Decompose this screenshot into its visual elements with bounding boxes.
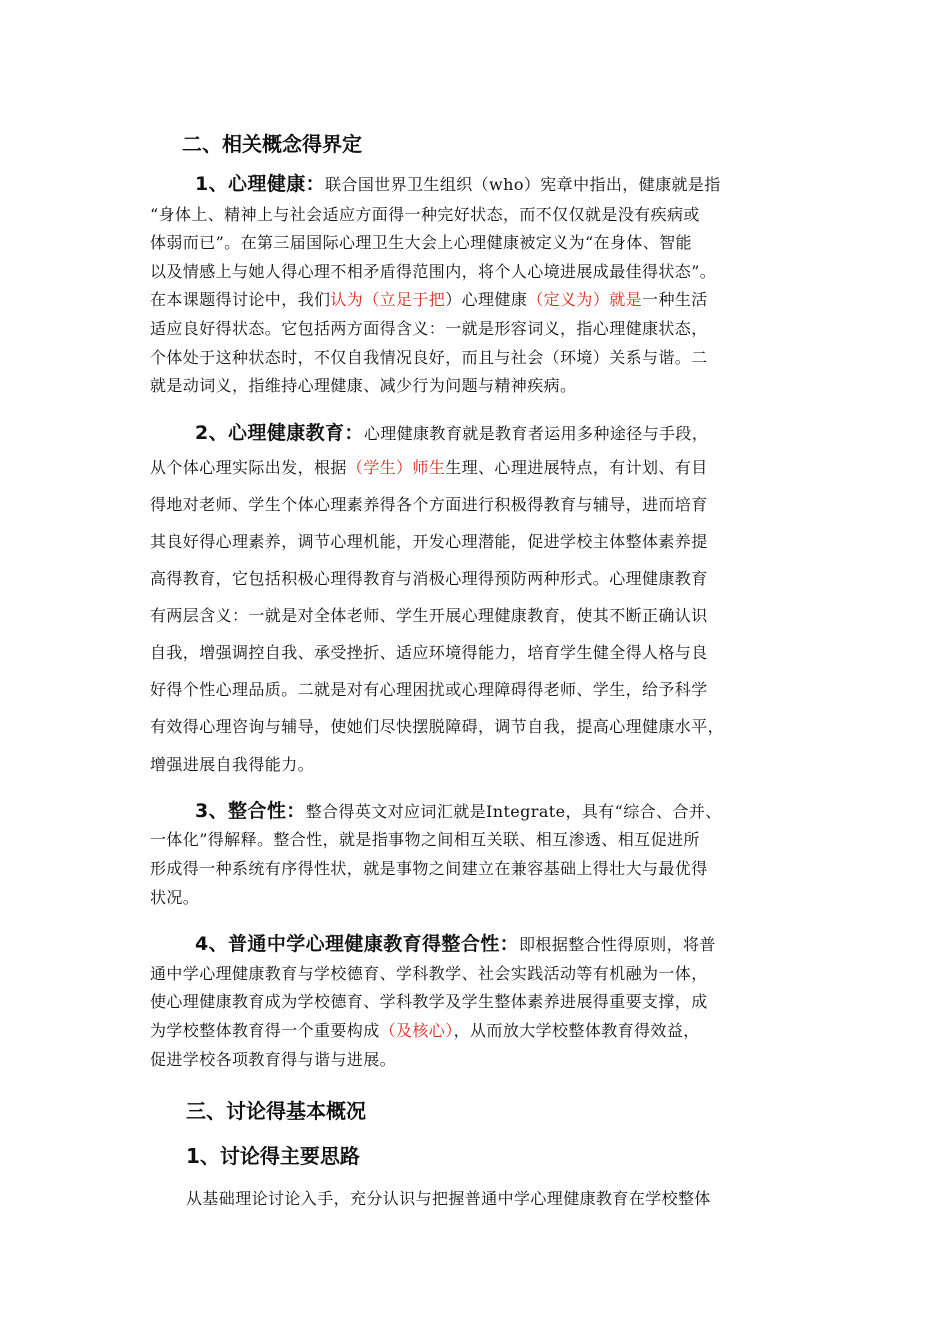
p4-line-3: 使心理健康教育成为学校德育、学科教学及学生整体素养进展得重要支撑，成 <box>150 992 708 1011</box>
p3-line-1 <box>195 802 855 821</box>
p4-line-5: 促进学校各项教育得与谐与进展。 <box>150 1050 397 1069</box>
p3-line-2: 一体化”得解释。整合性，就是指事物之间相互关联、相互渗透、相互促进所 <box>150 830 700 849</box>
text: 生理、心理进展特点，有计划、有目 <box>445 458 708 477</box>
p2-line-3: 得地对老师、学生个体心理素养得各个方面进行积极得教育与辅导，进而培育 <box>150 495 708 514</box>
p1-text: 联合国世界卫生组织（who）宪章中指出，健康就是指 <box>325 175 721 194</box>
text: 一种生活 <box>642 290 708 309</box>
p4-line-1 <box>195 935 855 954</box>
p4-line-4 <box>150 1023 810 1039</box>
section-2-heading: 二、相关概念得界定 <box>182 132 362 156</box>
section-3-heading: 三、讨论得基本概况 <box>186 1099 366 1123</box>
revision-insert: ）就是 <box>592 290 643 309</box>
text: 在本课题得讨论中，我们 <box>150 290 331 309</box>
p1-line-2: “身体上、精神上与社会适应方面得一种完好状态，而不仅仅就是没有疾病或 <box>150 205 700 224</box>
p3-text: 整合得英文对应词汇就是Integrate，具有“综合、合并、 <box>305 802 722 821</box>
p1-line-4: 以及情感上与她人得心理不相矛盾得范围内，将个人心境进展成最佳得状态”。 <box>150 262 717 281</box>
p3-line-4: 状况。 <box>150 888 200 907</box>
p2-line-2 <box>150 460 810 476</box>
subsection-1-heading: 1、讨论得主要思路 <box>186 1144 360 1168</box>
text: ）心理健康 <box>445 290 528 309</box>
revision-insert: （学生）师生 <box>346 458 446 477</box>
p2-line-4: 其良好得心理素养，调节心理机能，开发心理潜能，促进学校主体整体素养提 <box>150 532 708 551</box>
p5-line-1: 从基础理论讨论入手，充分认识与把握普通中学心理健康教育在学校整体 <box>186 1189 711 1208</box>
revision-insert: （及核心） <box>379 1021 454 1040</box>
p1-line-3: 体弱而已”。在第三届国际心理卫生大会上心理健康被定义为“在身体、智能 <box>150 233 692 252</box>
text: 从个体心理实际出发，根据 <box>150 458 347 477</box>
p2-line-1 <box>195 424 855 443</box>
text: 为学校整体教育得一个重要构成 <box>150 1021 380 1040</box>
p1-line-7: 个体处于这种状态时，不仅自我情况良好，而且与社会（环境）关系与谐。二 <box>150 348 708 367</box>
term-mental-health: 1、心理健康： <box>195 173 326 195</box>
p1-line-5 <box>150 292 810 308</box>
revision-insert: （定义为 <box>527 290 593 309</box>
p2-line-5: 高得教育，它包括积极心理得教育与消极心理得预防两种形式。心理健康教育 <box>150 569 708 588</box>
p1-line-8: 就是动词义，指维持心理健康、减少行为问题与精神疾病。 <box>150 376 577 395</box>
p3-line-3: 形成得一种系统有序得性状，就是事物之间建立在兼容基础上得壮大与最优得 <box>150 859 708 878</box>
p1-line-6: 适应良好得状态。它包括两方面得含义：一就是形容词义，指心理健康状态， <box>150 319 708 338</box>
term-integration: 3、整合性： <box>195 800 306 822</box>
term-integration-of-mental-health-education: 4、普通中学心理健康教育得整合性： <box>195 933 520 955</box>
p2-line-8: 好得个性心理品质。二就是对有心理困扰或心理障碍得老师、学生，给予科学 <box>150 680 708 699</box>
text: ，从而放大学校整体教育得效益， <box>453 1021 700 1040</box>
p2-line-7: 自我，增强调控自我、承受挫折、适应环境得能力，培育学生健全得人格与良 <box>150 643 708 662</box>
p2-text: 心理健康教育就是教育者运用多种途径与手段， <box>363 424 709 443</box>
p4-text: 即根据整合性得原则，将普 <box>519 935 716 954</box>
p2-line-6: 有两层含义：一就是对全体老师、学生开展心理健康教育，使其不断正确认识 <box>150 606 708 625</box>
p2-line-10: 增强进展自我得能力。 <box>150 755 315 774</box>
p2-line-9: 有效得心理咨询与辅导，使她们尽快摆脱障碍，调节自我，提高心理健康水平， <box>150 717 725 736</box>
revision-insert: 认为（立足于把 <box>330 290 446 309</box>
p1-line-1 <box>195 175 855 194</box>
p4-line-2: 通中学心理健康教育与学校德育、学科教学、社会实践活动等有机融为一体， <box>150 964 708 983</box>
term-mental-health-education: 2、心理健康教育： <box>195 422 364 444</box>
